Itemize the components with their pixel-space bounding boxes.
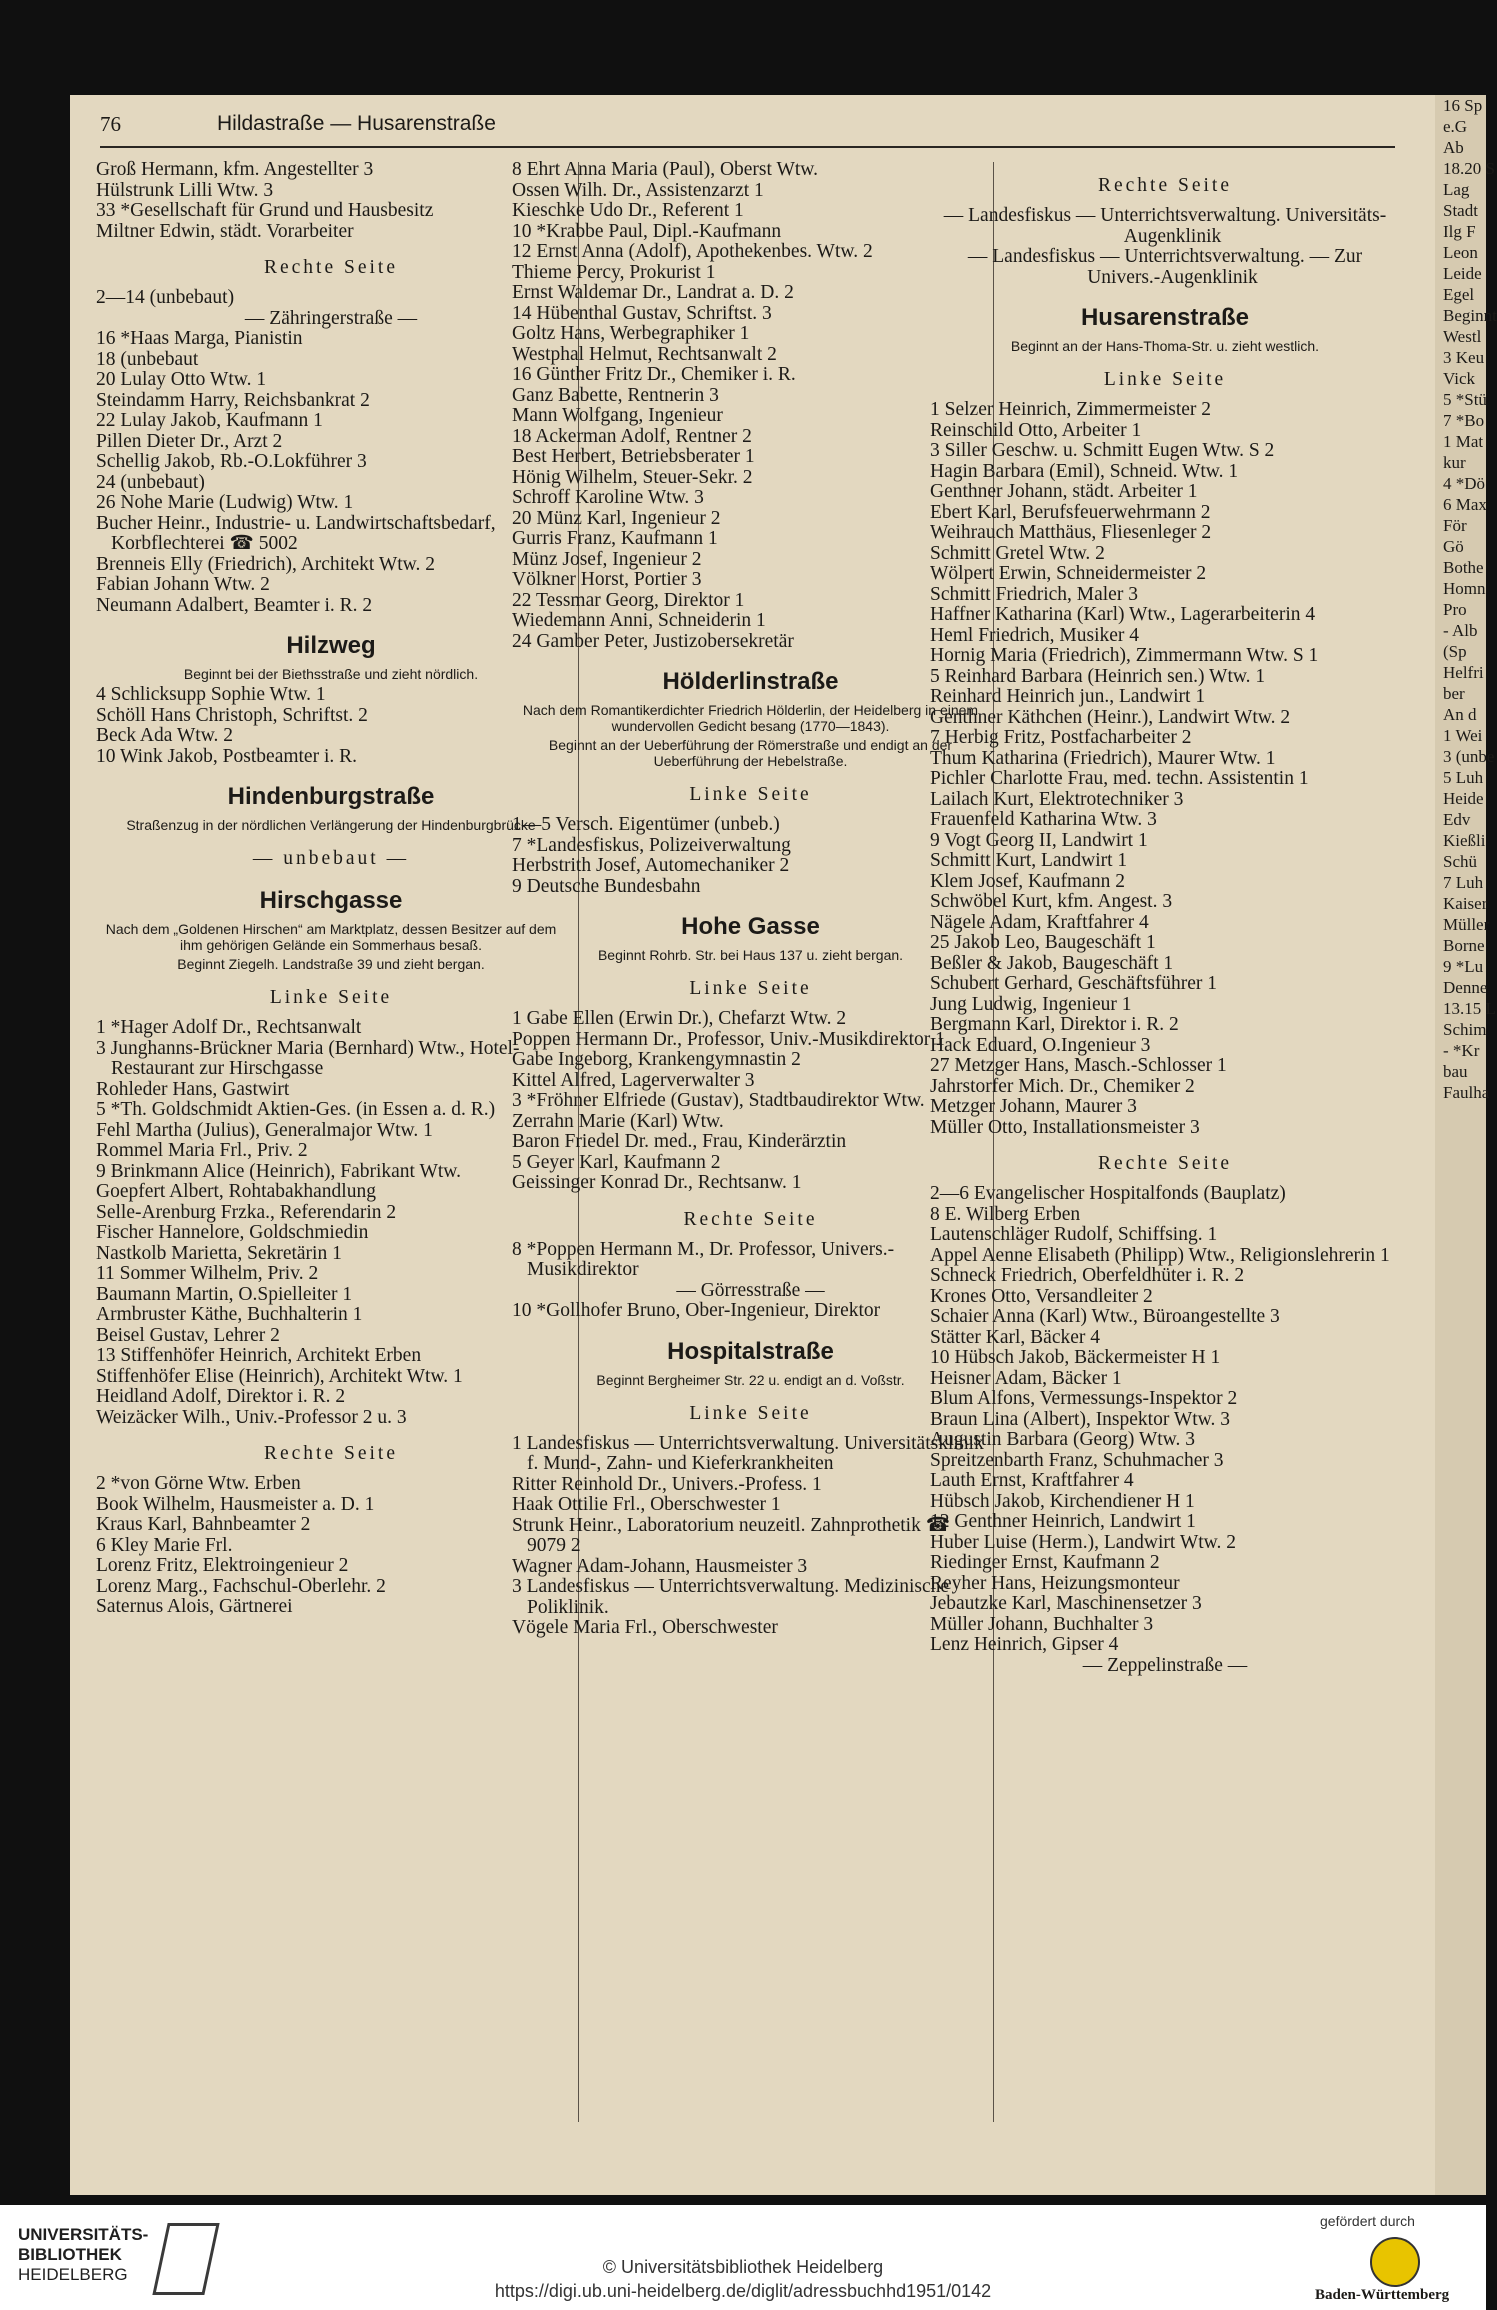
directory-entry: 7 *Landesfiskus, Polizeiverwaltung — [512, 834, 791, 856]
directory-entry: Schroff Karoline Wtw. 3 — [512, 487, 704, 508]
directory-entry: Reyher Hans, Heizungsmonteur — [930, 1572, 1180, 1594]
directory-entry: Lorenz Fritz, Elektroingenieur 2 — [96, 1555, 349, 1576]
edge-fragment: 6 Max — [1443, 495, 1487, 514]
directory-entry: 24 (unbebaut) — [96, 471, 205, 493]
directory-entry: Haffner Katharina (Karl) Wtw., Lagerarbeiterin 4 — [930, 604, 1316, 625]
directory-entry: Beck Ada Wtw. 2 — [96, 725, 234, 746]
directory-entry: Ossen Wilh. Dr., Assistenzarzt 1 — [512, 179, 764, 201]
directory-entry: Klem Josef, Kaufmann 2 — [930, 870, 1125, 892]
directory-entry: Bergmann Karl, Direktor i. R. 2 — [930, 1014, 1179, 1035]
edge-fragment: Schü — [1443, 852, 1477, 871]
directory-entry: Pichler Charlotte Frau, med. techn. Assistentin 1 — [930, 768, 1309, 789]
directory-entry: Steindamm Harry, Reichsbankrat 2 — [96, 389, 370, 411]
column-middle — [512, 160, 989, 1639]
edge-fragment: - Alb — [1443, 621, 1478, 640]
street-note: Beginnt an der Ueberführung der Römerstraße und endigt an der Ueberführung der Hebelstraße. — [548, 737, 953, 769]
street-note: Beginnt Ziegelh. Landstraße 39 und zieht bergan. — [177, 956, 485, 972]
directory-entry: Huber Luise (Herm.), Landwirt Wtw. 2 — [930, 1531, 1236, 1553]
directory-entry: 8 *Poppen Hermann M., Dr. Professor, Univers.-Musikdirektor — [512, 1238, 895, 1280]
directory-entry: 8 E. Wilberg Erben — [930, 1203, 1081, 1225]
directory-entry: 22 Lulay Jakob, Kaufmann 1 — [96, 410, 323, 431]
directory-entry: 8 Ehrt Anna Maria (Paul), Oberst Wtw. — [512, 159, 818, 180]
street-note: Beginnt Bergheimer Str. 22 u. endigt an d. Voßstr. — [596, 1371, 905, 1388]
edge-fragment: 9 *Lu — [1443, 957, 1484, 976]
directory-entry: Kraus Karl, Bahnbeamter 2 — [96, 1514, 311, 1535]
edge-fragment: 16 Sp — [1443, 96, 1483, 115]
street-heading: Husarenstraße — [1080, 304, 1250, 331]
directory-entry: Brenneis Elly (Friedrich), Architekt Wtw. 2 — [96, 553, 436, 575]
directory-entry: Lorenz Marg., Fachschul-Oberlehr. 2 — [96, 1575, 386, 1597]
directory-entry: 22 Tessmar Georg, Direktor 1 — [512, 589, 745, 611]
street-note: Nach dem Romantikerdichter Friedrich Hölderlin, der Heidelberg in einem wundervollen Gedicht besang (1770—1843). — [522, 702, 979, 734]
edge-fragment: Egel — [1443, 285, 1475, 304]
directory-entry: Haak Ottilie Frl., Oberschwester 1 — [512, 1494, 781, 1515]
directory-entry: 16 *Haas Marga, Pianistin — [96, 328, 303, 349]
directory-entry: Jung Ludwig, Ingenieur 1 — [930, 993, 1132, 1015]
side-label: Linke Seite — [689, 784, 812, 805]
edge-fragment: 13.15 L — [1443, 999, 1496, 1018]
edge-fragment: Gö — [1443, 537, 1464, 556]
directory-entry: 33 *Gesellschaft für Grund und Hausbesitz — [96, 200, 434, 221]
logo-line: HEIDELBERG — [18, 2265, 128, 2284]
directory-entry: Heisner Adam, Bäcker 1 — [930, 1367, 1122, 1389]
directory-entry: 24 Gamber Peter, Justizobersekretär — [512, 630, 794, 652]
edge-fragment: Kaiser — [1443, 894, 1488, 913]
street-note: Straßenzug in der nördlichen Verlängerung der Hindenburgbrücke — [126, 817, 536, 833]
edge-fragment: Borne — [1443, 936, 1485, 955]
directory-entry: Nägele Adam, Kraftfahrer 4 — [930, 911, 1149, 933]
directory-entry: Lautenschläger Rudolf, Schiffsing. 1 — [930, 1224, 1218, 1245]
directory-entry: Schwöbel Kurt, kfm. Angest. 3 — [930, 891, 1173, 912]
directory-entry: Lenz Heinrich, Gipser 4 — [930, 1634, 1119, 1655]
directory-entry: Jebautzke Karl, Maschinensetzer 3 — [930, 1593, 1202, 1614]
directory-entry: 27 Metzger Hans, Masch.-Schlosser 1 — [930, 1055, 1227, 1076]
directory-entry: Geissinger Konrad Dr., Rechtsanw. 1 — [512, 1172, 802, 1193]
directory-entry: Hönig Wilhelm, Steuer-Sekr. 2 — [512, 466, 753, 488]
directory-entry: Jahrstorfer Mich. Dr., Chemiker 2 — [930, 1075, 1195, 1097]
directory-entry: Reinschild Otto, Arbeiter 1 — [930, 419, 1142, 441]
directory-entry: Thieme Percy, Prokurist 1 — [512, 261, 716, 283]
sponsor-name[interactable]: Baden-Württemberg — [1315, 2287, 1450, 2303]
edge-fragment: 3 (unbe — [1443, 747, 1495, 766]
side-label: Rechte Seite — [263, 1443, 398, 1464]
directory-entry: 9 Brinkmann Alice (Heinrich), Fabrikant Wtw. — [96, 1160, 461, 1182]
directory-entry: 10 Wink Jakob, Postbeamter i. R. — [96, 745, 358, 767]
page-header — [100, 98, 1395, 148]
edge-fragment: 1 Mat — [1443, 432, 1484, 451]
edge-fragment: Faulha — [1443, 1083, 1490, 1102]
state-crest-icon — [1370, 2237, 1420, 2287]
street-heading: Hölderlinstraße — [662, 668, 839, 695]
directory-entry: Goepfert Albert, Rohtabakhandlung — [96, 1181, 376, 1202]
directory-entry: Poppen Hermann Dr., Professor, Univ.-Musikdirektor 1 — [512, 1028, 945, 1050]
edge-fragment: 7 *Bo — [1443, 411, 1485, 430]
directory-entry: Ebert Karl, Berufsfeuerwehrmann 2 — [930, 501, 1211, 523]
directory-entry: Strunk Heinr., Laboratorium neuzeitl. Zahnprothetik ☎ 9079 2 — [512, 1514, 951, 1556]
directory-entry: 14 Hübenthal Gustav, Schriftst. 3 — [512, 302, 772, 324]
directory-entry: Beisel Gustav, Lehrer 2 — [96, 1324, 280, 1346]
directory-entry: Bucher Heinr., Industrie- u. Landwirtschaftsbedarf, Korbflechterei ☎ 5002 — [96, 512, 496, 554]
directory-entry: 13 Stiffenhöfer Heinrich, Architekt Erben — [96, 1345, 422, 1366]
street-heading: Hospitalstraße — [667, 1337, 834, 1365]
cross-street: — Görresstraße — — [676, 1279, 825, 1301]
edge-fragment: Westl — [1443, 327, 1482, 346]
directory-entry: Gabe Ingeborg, Krankengymnastin 2 — [512, 1049, 801, 1070]
directory-entry: Weizäcker Wilh., Univ.-Professor 2 u. 3 — [96, 1406, 407, 1428]
directory-entry: Hornig Maria (Friedrich), Zimmermann Wtw. S 1 — [930, 645, 1319, 666]
directory-entry: Augustin Barbara (Georg) Wtw. 3 — [930, 1429, 1195, 1450]
running-title: Hildastraße — Husarenstraße — [217, 112, 496, 135]
logo-line: UNIVERSITÄTS- — [18, 2225, 149, 2244]
directory-entry: 16 Günther Fritz Dr., Chemiker i. R. — [512, 364, 796, 385]
edge-fragment: 7 Luh — [1443, 873, 1484, 892]
directory-entry: Neumann Adalbert, Beamter i. R. 2 — [96, 594, 373, 616]
edge-fragment: Leide — [1443, 264, 1482, 283]
directory-entry: Herbstrith Josef, Automechaniker 2 — [512, 855, 790, 876]
street-heading: Hohe Gasse — [681, 913, 820, 940]
edge-fragment: kur — [1443, 453, 1466, 472]
directory-entry: 25 Jakob Leo, Baugeschäft 1 — [930, 932, 1156, 953]
directory-entry: 18 Ackerman Adolf, Rentner 2 — [512, 425, 752, 447]
directory-entry: Mann Wolfgang, Ingenieur — [512, 405, 723, 426]
edge-fragment: Ab — [1443, 138, 1464, 157]
street-heading: Hirschgasse — [259, 887, 403, 914]
directory-entry: Krones Otto, Versandleiter 2 — [930, 1285, 1153, 1307]
directory-entry: Ritter Reinhold Dr., Univers.-Profess. 1 — [512, 1473, 822, 1495]
edge-fragment: 18.20 S — [1443, 159, 1495, 178]
directory-entry: 10 *Krabbe Paul, Dipl.-Kaufmann — [512, 220, 782, 242]
directory-entry: Kittel Alfred, Lagerverwalter 3 — [512, 1069, 755, 1091]
side-label: — unbebaut — — [252, 848, 410, 869]
directory-entry: Goltz Hans, Werbegraphiker 1 — [512, 323, 750, 344]
edge-fragment: Helfri — [1443, 663, 1484, 682]
edge-fragment: Schim — [1443, 1020, 1487, 1039]
directory-entry: Miltner Edwin, städt. Vorarbeiter — [96, 220, 354, 242]
directory-entry: Stätter Karl, Bäcker 4 — [930, 1326, 1101, 1348]
source-url[interactable]: https://digi.ub.uni-heidelberg.de/diglit/adressbuchhd1951/0142 — [494, 2281, 992, 2301]
cross-street: — Zähringerstraße — — [244, 307, 418, 329]
directory-entry: Selle-Arenburg Frzka., Referendarin 2 — [96, 1201, 397, 1223]
street-note: Nach dem „Goldenen Hirschen“ am Marktplatz, dessen Besitzer auf dem ihm gehörigen Gelände ein Sommerhaus besaß. — [105, 921, 557, 953]
directory-entry: 20 Münz Karl, Ingenieur 2 — [512, 507, 721, 529]
column-right — [930, 160, 1400, 1676]
directory-entry: Ganz Babette, Rentnerin 3 — [512, 384, 719, 406]
edge-fragment: 3 Keu — [1443, 348, 1485, 367]
directory-entry: Kieschke Udo Dr., Referent 1 — [512, 200, 744, 221]
directory-entry: 20 Lulay Otto Wtw. 1 — [96, 369, 267, 390]
directory-entry: Rommel Maria Frl., Priv. 2 — [96, 1140, 308, 1161]
directory-entry: 10 Hübsch Jakob, Bäckermeister H 1 — [930, 1347, 1221, 1368]
directory-entry: Weihrauch Matthäus, Fliesenleger 2 — [930, 522, 1212, 543]
edge-fragment: Pro — [1443, 600, 1467, 619]
edge-fragment: Kießli — [1443, 831, 1486, 850]
directory-entry: 1—5 Versch. Eigentümer (unbeb.) — [512, 814, 780, 835]
directory-entry: 1 Landesfiskus — Unterrichtsverwaltung. Universitätsklinik f. Mund-, Zahn- und Kieferkrankheiten — [512, 1432, 984, 1474]
directory-entry: 3 Siller Geschw. u. Schmitt Eugen Wtw. S 2 — [930, 440, 1275, 461]
cross-street: — Landesfiskus — Unterrichtsverwaltung. Universitäts-Augenklinik — [943, 205, 1387, 247]
edge-fragment: Edv — [1443, 810, 1471, 829]
directory-entry: 1 Selzer Heinrich, Zimmermeister 2 — [930, 399, 1212, 420]
directory-entry: 2—14 (unbebaut) — [96, 287, 235, 308]
edge-fragment: Lag — [1443, 180, 1470, 199]
edge-fragment: Denne — [1443, 978, 1488, 997]
directory-entry: 2 *von Görne Wtw. Erben — [96, 1473, 301, 1494]
edge-fragment: Leon — [1443, 243, 1478, 262]
directory-entry: 5 *Th. Goldschmidt Aktien-Ges. (in Essen a. d. R.) — [96, 1099, 496, 1120]
cross-street: — Landesfiskus — Unterrichtsverwaltung. — Zur Univers.-Augenklinik — [967, 246, 1363, 288]
directory-entry: Schöll Hans Christoph, Schriftst. 2 — [96, 704, 368, 726]
directory-entry: Best Herbert, Betriebsberater 1 — [512, 446, 755, 467]
directory-entry: Baron Friedel Dr. med., Frau, Kinderärztin — [512, 1131, 847, 1152]
directory-entry: Müller Johann, Buchhalter 3 — [930, 1613, 1154, 1635]
directory-entry: Riedinger Ernst, Kaufmann 2 — [930, 1552, 1160, 1573]
edge-fragment: Stadt — [1443, 201, 1478, 220]
directory-entry: Fischer Hannelore, Goldschmiedin — [96, 1222, 369, 1243]
edge-fragment: Beginnt — [1443, 306, 1497, 325]
edge-fragment: 5 Luh — [1443, 768, 1484, 787]
copyright: © Universitätsbibliothek Heidelberg — [602, 2257, 884, 2277]
directory-entry: Wagner Adam-Johann, Hausmeister 3 — [512, 1555, 808, 1577]
directory-entry: Schmitt Gretel Wtw. 2 — [930, 542, 1105, 564]
edge-fragment: 4 *Dö — [1443, 474, 1486, 493]
directory-entry: Book Wilhelm, Hausmeister a. D. 1 — [96, 1493, 375, 1515]
side-label: Linke Seite — [689, 1402, 812, 1424]
directory-entry: Hagin Barbara (Emil), Schneid. Wtw. 1 — [930, 460, 1239, 482]
directory-entry: Thum Katharina (Friedrich), Maurer Wtw. 1 — [930, 747, 1276, 769]
directory-entry: Heml Friedrich, Musiker 4 — [930, 624, 1140, 646]
directory-entry: Nastkolb Marietta, Sekretärin 1 — [96, 1242, 342, 1264]
directory-entry: 5 Geyer Karl, Kaufmann 2 — [512, 1151, 721, 1173]
directory-entry: 26 Nohe Marie (Ludwig) Wtw. 1 — [96, 492, 354, 513]
directory-entry: Frauenfeld Katharina Wtw. 3 — [930, 809, 1157, 830]
directory-entry: Stiffenhöfer Elise (Heinrich), Architekt Wtw. 1 — [96, 1365, 463, 1387]
directory-entry: Völkner Horst, Portier 3 — [512, 569, 702, 590]
sponsor-label: gefördert durch — [1320, 2213, 1415, 2229]
directory-entry: Fehl Martha (Julius), Generalmajor Wtw. 1 — [96, 1119, 433, 1141]
directory-entry: Münz Josef, Ingenieur 2 — [512, 548, 702, 570]
side-label: Rechte Seite — [263, 257, 398, 278]
edge-fragment: 5 *Stü — [1443, 390, 1487, 409]
edge-fragment: Vick — [1443, 369, 1476, 388]
directory-entry: Groß Hermann, kfm. Angestellter 3 — [96, 159, 374, 180]
directory-entry: 10 *Gollhofer Bruno, Ober-Ingenieur, Direktor — [512, 1300, 881, 1321]
directory-entry: Schmitt Kurt, Landwirt 1 — [930, 850, 1128, 871]
side-label: Linke Seite — [689, 978, 812, 999]
directory-entry: 3 Landesfiskus — Unterrichtsverwaltung. Medizinische Poliklinik. — [512, 1576, 950, 1618]
side-label: Linke Seite — [269, 987, 393, 1008]
directory-entry: Lauth Ernst, Kraftfahrer 4 — [930, 1470, 1134, 1491]
edge-fragment: Homn — [1443, 579, 1486, 598]
directory-entry: 3 Junghanns-Brückner Maria (Bernhard) Wtw., Hotel-Restaurant zur Hirschgasse — [96, 1037, 520, 1079]
directory-entry: Wiedemann Anni, Schneiderin 1 — [512, 610, 766, 631]
directory-entry: Hübsch Jakob, Kirchendiener H 1 — [930, 1490, 1195, 1512]
edge-fragment: Bothe — [1443, 558, 1484, 577]
directory-entry: Gurris Franz, Kaufmann 1 — [512, 528, 718, 549]
directory-entry: 11 Sommer Wilhelm, Priv. 2 — [96, 1263, 319, 1284]
edge-fragment: (Sp — [1443, 642, 1467, 661]
directory-entry: Appel Aenne Elisabeth (Philipp) Wtw., Religionslehrerin 1 — [930, 1244, 1390, 1266]
edge-fragment: ber — [1443, 684, 1465, 703]
directory-entry: Vögele Maria Frl., Oberschwester — [512, 1617, 778, 1638]
directory-entry: Rohleder Hans, Gastwirt — [96, 1078, 290, 1100]
cross-street: — Zeppelinstraße — — [1082, 1654, 1248, 1676]
street-heading: Hilzweg — [286, 632, 376, 659]
directory-entry: Schaier Anna (Karl) Wtw., Büroangestellte 3 — [930, 1306, 1280, 1327]
edge-fragment: Ilg F — [1443, 222, 1476, 241]
column-left — [96, 160, 566, 1618]
side-label: Rechte Seite — [1097, 1153, 1232, 1174]
directory-entry: Schmitt Friedrich, Maler 3 — [930, 583, 1138, 605]
directory-entry: Baumann Martin, O.Spielleiter 1 — [96, 1283, 353, 1305]
directory-entry: 5 Reinhard Barbara (Heinrich sen.) Wtw. 1 — [930, 665, 1266, 687]
directory-entry: 12 Genthner Heinrich, Landwirt 1 — [930, 1511, 1196, 1532]
directory-entry: 6 Kley Marie Frl. — [96, 1534, 233, 1556]
edge-fragment: e.G — [1443, 117, 1468, 136]
viewer-footer — [0, 2205, 1486, 2310]
directory-entry: 12 Ernst Anna (Adolf), Apothekenbes. Wtw. 2 — [512, 241, 873, 262]
adjacent-page-edge — [1435, 95, 1497, 2195]
directory-entry: Schubert Gerhard, Geschäftsführer 1 — [930, 973, 1217, 994]
directory-entry: Lailach Kurt, Elektrotechniker 3 — [930, 788, 1184, 810]
directory-entry: Saternus Alois, Gärtnerei — [96, 1596, 293, 1617]
directory-entry: Heidland Adolf, Direktor i. R. 2 — [96, 1386, 346, 1407]
edge-fragment: Heide — [1443, 789, 1484, 808]
edge-fragment: 1 Wei — [1443, 726, 1483, 745]
directory-entry: 1 Gabe Ellen (Erwin Dr.), Chefarzt Wtw. 2 — [512, 1008, 847, 1029]
street-heading: Hindenburgstraße — [227, 783, 435, 810]
directory-entry: Reinhard Heinrich jun., Landwirt 1 — [930, 686, 1206, 707]
edge-fragment: An d — [1443, 705, 1477, 724]
side-label: Rechte Seite — [1097, 175, 1232, 196]
directory-entry: Ernst Waldemar Dr., Landrat a. D. 2 — [512, 282, 794, 303]
directory-entry: Zerrahn Marie (Karl) Wtw. — [512, 1110, 724, 1132]
directory-entry: 1 *Hager Adolf Dr., Rechtsanwalt — [96, 1017, 362, 1038]
directory-entry: Hack Eduard, O.Ingenieur 3 — [930, 1034, 1151, 1056]
edge-fragment: För — [1443, 516, 1467, 535]
directory-entry: Braun Lina (Albert), Inspektor Wtw. 3 — [930, 1408, 1231, 1430]
directory-entry: Blum Alfons, Vermessungs-Inspektor 2 — [930, 1388, 1238, 1409]
directory-entry: Genthner Käthchen (Heinr.), Landwirt Wtw. 2 — [930, 706, 1291, 728]
directory-entry: 3 *Fröhner Elfriede (Gustav), Stadtbaudirektor Wtw. — [512, 1090, 925, 1111]
directory-entry: 7 Herbig Fritz, Postfacharbeiter 2 — [930, 727, 1192, 748]
directory-entry: 2—6 Evangelischer Hospitalfonds (Bauplatz) — [930, 1183, 1286, 1204]
directory-entry: Müller Otto, Installationsmeister 3 — [930, 1116, 1200, 1138]
street-note: Beginnt Rohrb. Str. bei Haus 137 u. zieht bergan. — [597, 947, 904, 963]
directory-entry: Metzger Johann, Maurer 3 — [930, 1096, 1137, 1117]
street-note: Beginnt an der Hans-Thoma-Str. u. zieht westlich. — [1010, 338, 1320, 354]
directory-entry: Armbruster Käthe, Buchhalterin 1 — [96, 1304, 363, 1325]
directory-entry: 9 Vogt Georg II, Landwirt 1 — [930, 829, 1148, 851]
edge-fragment: - *Kr — [1443, 1041, 1480, 1060]
edge-fragment: Müller — [1443, 915, 1490, 934]
side-label: Rechte Seite — [683, 1208, 818, 1230]
directory-entry: Pillen Dieter Dr., Arzt 2 — [96, 430, 283, 452]
logo-line: BIBLIOTHEK — [18, 2245, 122, 2264]
directory-entry: Westphal Helmut, Rechtsanwalt 2 — [512, 343, 777, 365]
edge-fragment: bau — [1443, 1062, 1468, 1081]
directory-entry: Genthner Johann, städt. Arbeiter 1 — [930, 481, 1198, 502]
directory-entry: 9 Deutsche Bundesbahn — [512, 875, 701, 897]
page-number: 76 — [100, 112, 121, 136]
directory-entry: Hülstrunk Lilli Wtw. 3 — [96, 179, 274, 201]
directory-entry: 4 Schlicksupp Sophie Wtw. 1 — [96, 684, 326, 705]
directory-entry: 18 (unbebaut — [96, 348, 199, 370]
street-note: Beginnt bei der Biethsstraße und zieht nördlich. — [183, 666, 479, 682]
directory-entry: Spreitzenbarth Franz, Schuhmacher 3 — [930, 1449, 1224, 1471]
side-label: Linke Seite — [1103, 369, 1227, 390]
directory-entry: Wölpert Erwin, Schneidermeister 2 — [930, 563, 1207, 584]
directory-entry: Schellig Jakob, Rb.-O.Lokführer 3 — [96, 451, 367, 472]
directory-entry: Schneck Friedrich, Oberfeldhüter i. R. 2 — [930, 1265, 1245, 1286]
directory-entry: Fabian Johann Wtw. 2 — [96, 574, 270, 595]
directory-entry: Beßler & Jakob, Baugeschäft 1 — [930, 952, 1174, 974]
